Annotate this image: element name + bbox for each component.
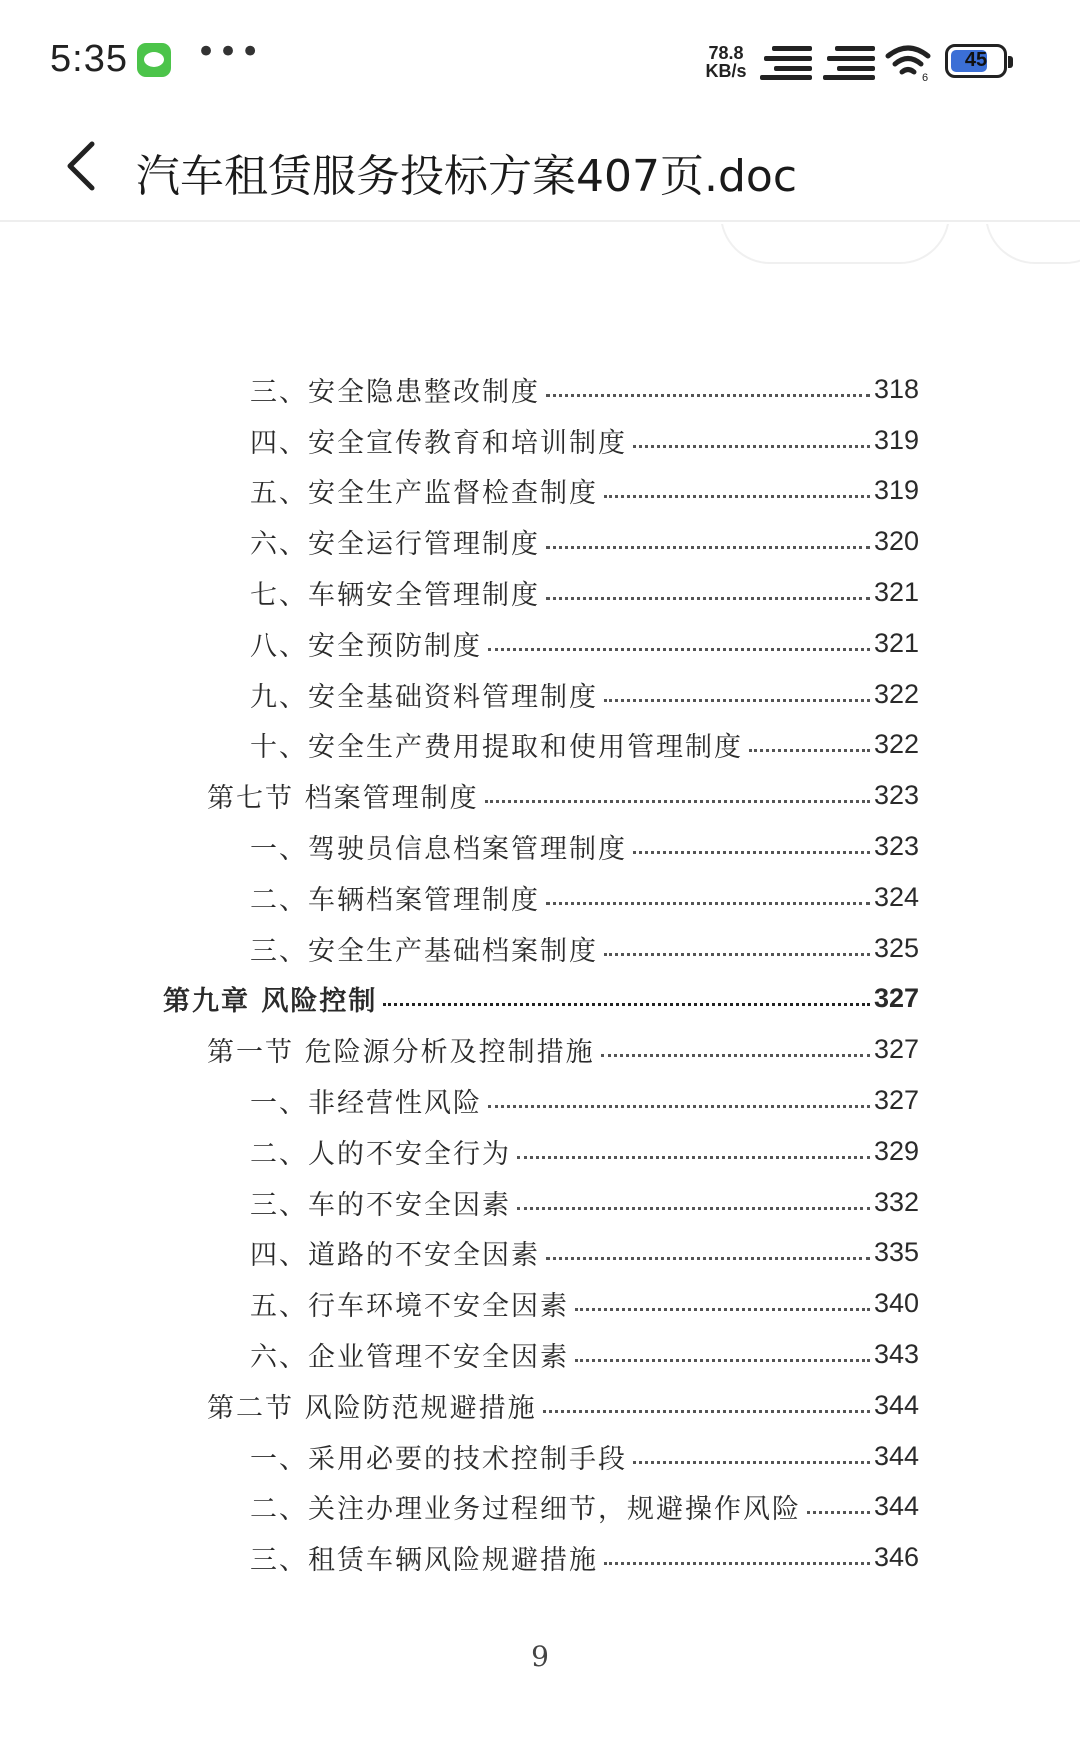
toc-entry-page: 332 [874, 1186, 920, 1217]
document-page[interactable] [0, 224, 1080, 1760]
toc-entry[interactable] [0, 1482, 1080, 1533]
back-button[interactable] [54, 136, 114, 196]
toc-dot-leader [546, 597, 870, 600]
toc-entry-page: 323 [874, 831, 920, 862]
toc-entry[interactable] [0, 669, 1080, 720]
toc-entry[interactable] [0, 1380, 1080, 1431]
toc-entry-page: 324 [874, 881, 920, 912]
toc-entry-label: 二、车辆档案管理制度 [250, 884, 540, 916]
toc-entry-page: 319 [874, 424, 920, 455]
toc-entry-page: 325 [874, 932, 920, 963]
toc-dot-leader [604, 953, 870, 956]
status-time: 5:35 [50, 38, 128, 80]
toc-entry-page: 327 [874, 1034, 920, 1065]
toc-entry-page: 318 [874, 373, 920, 404]
toc-dot-leader [546, 902, 870, 905]
document-title: 汽车租赁服务投标方案407页.doc [136, 151, 798, 202]
toc-entry[interactable] [0, 567, 1080, 618]
toc-entry-label: 五、安全生产监督检查制度 [250, 478, 598, 510]
toc-entry[interactable] [0, 516, 1080, 567]
toc-dot-leader [488, 648, 870, 651]
toc-entry-label: 三、安全隐患整改制度 [250, 376, 540, 408]
toc-entry-label: 六、安全运行管理制度 [250, 529, 540, 561]
toc-entry-label: 三、车的不安全因素 [250, 1189, 511, 1221]
toc-entry-label: 第七节 档案管理制度 [207, 783, 479, 815]
toc-entry-label: 第二节 风险防范规避措施 [207, 1392, 537, 1424]
table-of-contents [0, 364, 1080, 1583]
toc-entry-page: 321 [874, 627, 920, 658]
toc-dot-leader [543, 1410, 870, 1413]
toc-entry-label: 八、安全预防制度 [250, 630, 482, 662]
wechat-icon [137, 43, 171, 77]
toc-entry[interactable] [0, 1431, 1080, 1482]
toc-dot-leader [633, 851, 870, 854]
svg-text:6: 6 [922, 72, 929, 82]
toc-entry[interactable] [0, 1177, 1080, 1228]
toc-entry-label: 四、道路的不安全因素 [250, 1240, 540, 1272]
toc-dot-leader [546, 394, 870, 397]
battery-icon [945, 44, 1007, 78]
toc-entry-page: 329 [874, 1135, 920, 1166]
toc-entry-page: 320 [874, 526, 920, 557]
toc-dot-leader [485, 800, 870, 803]
toc-dot-leader [575, 1359, 870, 1362]
toc-entry-label: 三、安全生产基础档案制度 [250, 935, 598, 967]
toc-entry-label: 七、车辆安全管理制度 [250, 580, 540, 612]
toc-entry[interactable] [0, 720, 1080, 771]
toc-dot-leader [546, 1257, 870, 1260]
network-speed-value: 78.8 [708, 43, 744, 63]
toc-dot-leader [383, 1003, 870, 1006]
toc-entry-page: 319 [874, 475, 920, 506]
toc-entry-label: 第九章 风险控制 [163, 986, 378, 1018]
page-number: 9 [531, 1640, 549, 1673]
toc-entry[interactable] [0, 923, 1080, 974]
toc-dot-leader [575, 1308, 870, 1311]
network-speed [700, 44, 752, 80]
toc-entry-page: 321 [874, 577, 920, 608]
toc-entry-label: 三、租赁车辆风险规避措施 [250, 1545, 598, 1577]
app-bar [0, 110, 1080, 222]
toc-entry[interactable] [0, 974, 1080, 1025]
toc-dot-leader [546, 546, 870, 549]
toc-entry-label: 六、企业管理不安全因素 [250, 1342, 569, 1374]
toc-entry[interactable] [0, 1329, 1080, 1380]
toc-dot-leader [488, 1105, 870, 1108]
toc-entry-page: 346 [874, 1542, 920, 1573]
toc-entry[interactable] [0, 618, 1080, 669]
toc-entry[interactable] [0, 770, 1080, 821]
toc-entry[interactable] [0, 364, 1080, 415]
toc-dot-leader [807, 1511, 870, 1514]
toc-entry[interactable] [0, 1228, 1080, 1279]
toc-entry[interactable] [0, 415, 1080, 466]
toc-entry[interactable] [0, 872, 1080, 923]
toc-dot-leader [749, 749, 870, 752]
toc-entry[interactable] [0, 1024, 1080, 1075]
overlay-shape [720, 224, 950, 264]
toc-entry-page: 343 [874, 1339, 920, 1370]
status-bar [0, 0, 1080, 110]
toc-entry-label: 二、关注办理业务过程细节，规避操作风险 [250, 1494, 801, 1526]
toc-entry-page: 327 [874, 983, 920, 1014]
toc-dot-leader [633, 445, 870, 448]
more-dots-icon: ••• [196, 32, 263, 72]
toc-entry-page: 322 [874, 729, 920, 760]
toc-entry-label: 第一节 危险源分析及控制措施 [207, 1037, 595, 1069]
toc-entry-label: 九、安全基础资料管理制度 [250, 681, 598, 713]
toc-entry-page: 327 [874, 1085, 920, 1116]
toc-dot-leader [604, 699, 870, 702]
wifi-icon [884, 42, 932, 82]
battery-level: 45 [964, 49, 988, 71]
toc-entry-page: 344 [874, 1491, 920, 1522]
toc-entry[interactable] [0, 466, 1080, 517]
toc-dot-leader [604, 495, 870, 498]
toc-dot-leader [604, 1562, 870, 1565]
toc-entry-page: 344 [874, 1389, 920, 1420]
toc-entry-label: 一、采用必要的技术控制手段 [250, 1443, 627, 1475]
toc-entry-label: 四、安全宣传教育和培训制度 [250, 427, 627, 459]
network-speed-unit: KB/s [705, 61, 747, 81]
toc-entry[interactable] [0, 821, 1080, 872]
toc-entry-label: 一、非经营性风险 [250, 1088, 482, 1120]
toc-dot-leader [633, 1461, 870, 1464]
toc-entry[interactable] [0, 1532, 1080, 1583]
toc-dot-leader [517, 1207, 870, 1210]
toc-entry-label: 十、安全生产费用提取和使用管理制度 [250, 732, 743, 764]
toc-entry-label: 一、驾驶员信息档案管理制度 [250, 834, 627, 866]
toc-dot-leader [517, 1156, 870, 1159]
signal-icon [823, 44, 875, 80]
toc-entry[interactable] [0, 1075, 1080, 1126]
toc-entry-label: 五、行车环境不安全因素 [250, 1291, 569, 1323]
toc-entry-label: 二、人的不安全行为 [250, 1138, 511, 1170]
toc-entry[interactable] [0, 1278, 1080, 1329]
signal-icon [760, 44, 812, 80]
toc-entry-page: 340 [874, 1288, 920, 1319]
chevron-left-icon [70, 144, 92, 188]
toc-entry[interactable] [0, 1126, 1080, 1177]
toc-entry-page: 335 [874, 1237, 920, 1268]
toc-dot-leader [601, 1054, 870, 1057]
toc-entry-page: 344 [874, 1440, 920, 1471]
toc-entry-page: 322 [874, 678, 920, 709]
overlay-shape [985, 224, 1080, 264]
toc-entry-page: 323 [874, 780, 920, 811]
